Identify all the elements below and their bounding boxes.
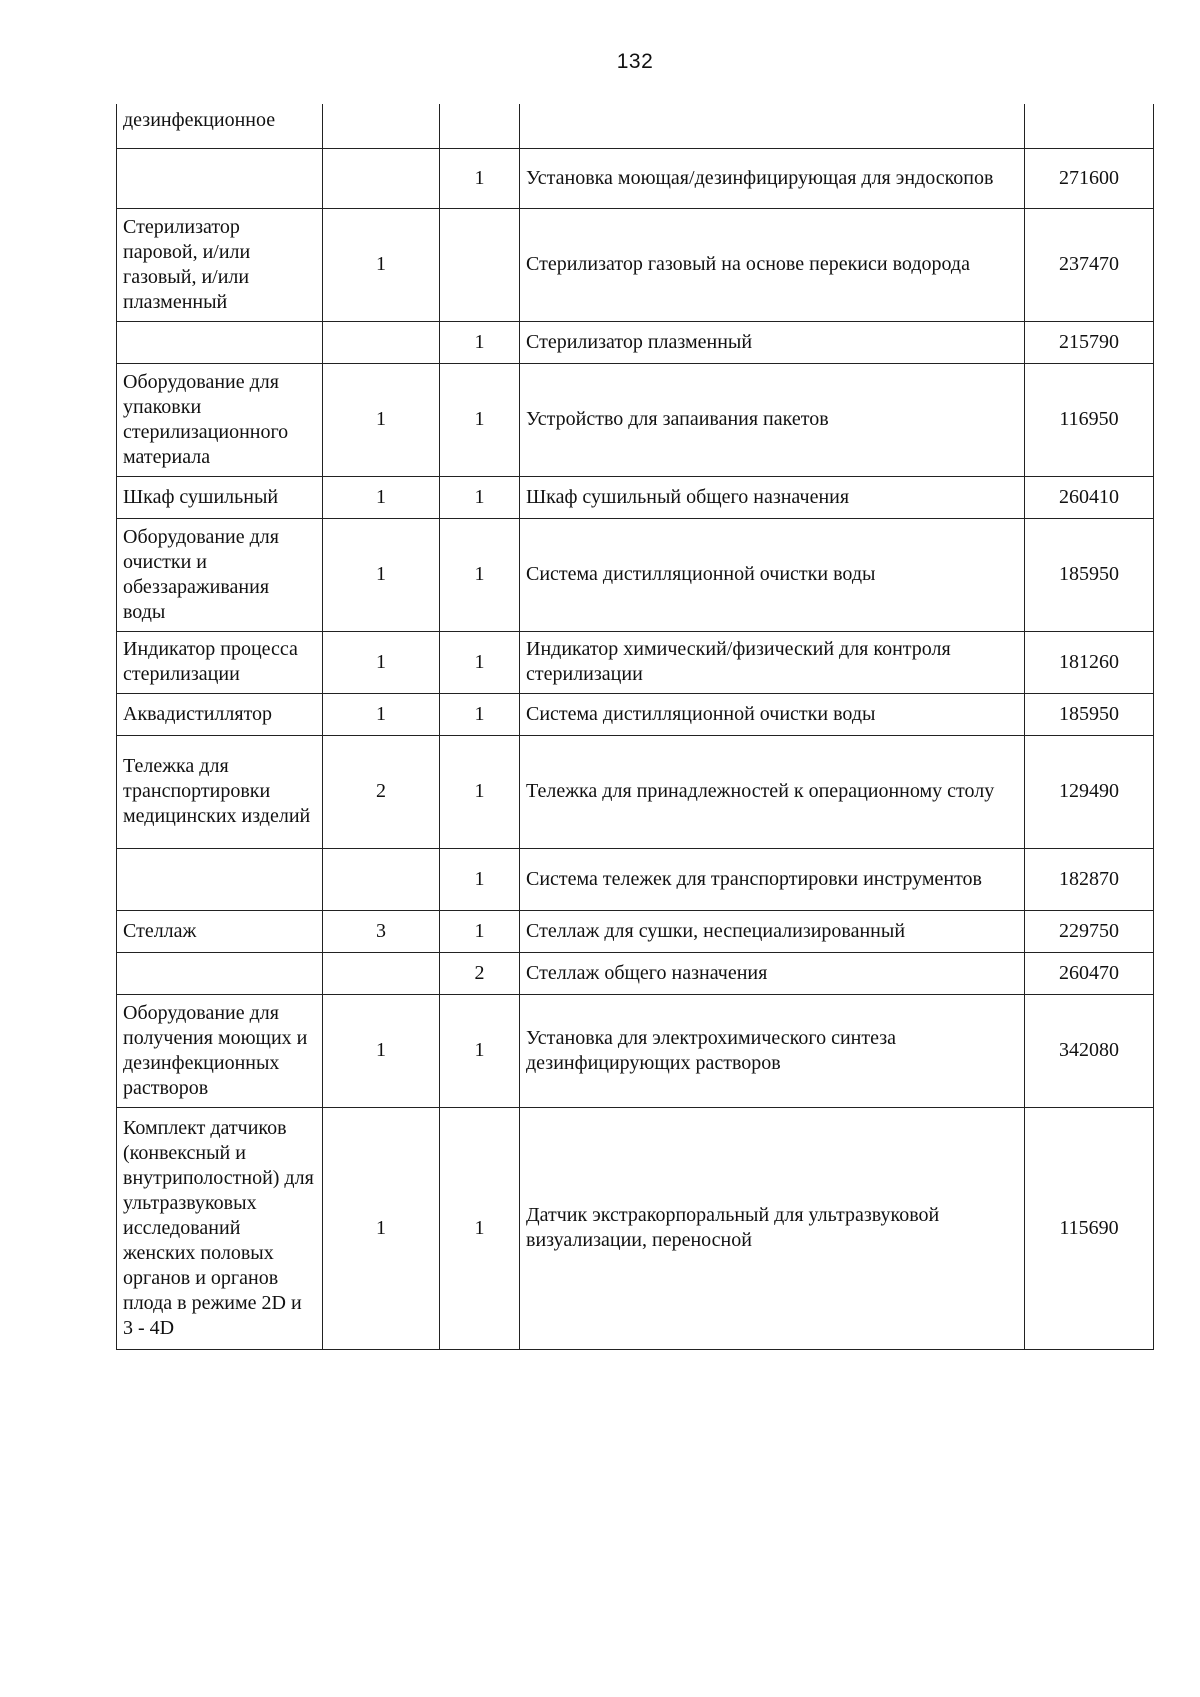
item-quantity-cell: 1: [440, 631, 520, 693]
required-quantity-cell: 1: [323, 994, 440, 1107]
equipment-name-cell: Тележка для транспортировки медицинских изделий: [117, 735, 323, 848]
equipment-name-cell: Стеллаж: [117, 910, 323, 952]
item-price-cell: 182870: [1025, 848, 1154, 910]
required-quantity-cell: [323, 148, 440, 208]
item-quantity-cell: [440, 104, 520, 148]
equipment-name-cell: Аквадистиллятор: [117, 693, 323, 735]
item-description-cell: Система дистилляционной очистки воды: [520, 693, 1025, 735]
item-description-cell: Шкаф сушильный общего назначения: [520, 476, 1025, 518]
item-description-cell: Индикатор химический/физический для контроля стерилизации: [520, 631, 1025, 693]
table-row: [117, 735, 1154, 848]
item-description-cell: Установка моющая/дезинфицирующая для эндоскопов: [520, 148, 1025, 208]
item-price-cell: 342080: [1025, 994, 1154, 1107]
item-quantity-cell: 1: [440, 994, 520, 1107]
item-quantity-cell: 2: [440, 952, 520, 994]
item-description-cell: Стерилизатор газовый на основе перекиси водорода: [520, 208, 1025, 321]
item-price-cell: 181260: [1025, 631, 1154, 693]
table-row: [117, 631, 1154, 693]
table-row: [117, 910, 1154, 952]
table-row: [117, 952, 1154, 994]
equipment-name-cell: Стерилизатор паровой, и/или газовый, и/или плазменный: [117, 208, 323, 321]
equipment-name-cell: Комплект датчиков (конвексный и внутриполостной) для ультразвуковых исследований женских половых органов и органов плода в режиме 2D и 3 - 4D: [117, 1107, 323, 1349]
table-row: [117, 104, 1154, 148]
item-quantity-cell: 1: [440, 476, 520, 518]
item-price-cell: [1025, 104, 1154, 148]
table-row: [117, 518, 1154, 631]
item-price-cell: 229750: [1025, 910, 1154, 952]
required-quantity-cell: 2: [323, 735, 440, 848]
item-quantity-cell: 1: [440, 363, 520, 476]
equipment-name-cell: дезинфекционное: [117, 104, 323, 148]
item-description-cell: Система дистилляционной очистки воды: [520, 518, 1025, 631]
item-quantity-cell: 1: [440, 848, 520, 910]
equipment-name-cell: Оборудование для получения моющих и дезинфекционных растворов: [117, 994, 323, 1107]
required-quantity-cell: 1: [323, 518, 440, 631]
required-quantity-cell: 1: [323, 631, 440, 693]
table-row: [117, 994, 1154, 1107]
equipment-name-cell: [117, 148, 323, 208]
item-quantity-cell: 1: [440, 693, 520, 735]
item-price-cell: 129490: [1025, 735, 1154, 848]
item-price-cell: 185950: [1025, 693, 1154, 735]
item-description-cell: Стеллаж для сушки, неспециализированный: [520, 910, 1025, 952]
item-quantity-cell: 1: [440, 910, 520, 952]
item-price-cell: 260470: [1025, 952, 1154, 994]
item-description-cell: Устройство для запаивания пакетов: [520, 363, 1025, 476]
table-row: [117, 848, 1154, 910]
equipment-name-cell: [117, 848, 323, 910]
equipment-name-cell: [117, 321, 323, 363]
item-price-cell: 115690: [1025, 1107, 1154, 1349]
item-price-cell: 271600: [1025, 148, 1154, 208]
table-row: [117, 208, 1154, 321]
required-quantity-cell: [323, 848, 440, 910]
item-description-cell: Тележка для принадлежностей к операционному столу: [520, 735, 1025, 848]
table-row: [117, 476, 1154, 518]
equipment-name-cell: Шкаф сушильный: [117, 476, 323, 518]
table-row: [117, 693, 1154, 735]
item-price-cell: 185950: [1025, 518, 1154, 631]
item-description-cell: Система тележек для транспортировки инструментов: [520, 848, 1025, 910]
equipment-name-cell: [117, 952, 323, 994]
item-quantity-cell: 1: [440, 1107, 520, 1349]
required-quantity-cell: 1: [323, 693, 440, 735]
item-description-cell: [520, 104, 1025, 148]
required-quantity-cell: [323, 952, 440, 994]
required-quantity-cell: 1: [323, 363, 440, 476]
page-number: 132: [616, 50, 654, 73]
item-description-cell: Установка для электрохимического синтеза дезинфицирующих растворов: [520, 994, 1025, 1107]
table-row: [117, 1107, 1154, 1349]
item-description-cell: Датчик экстракорпоральный для ультразвуковой визуализации, переносной: [520, 1107, 1025, 1349]
item-description-cell: Стеллаж общего назначения: [520, 952, 1025, 994]
table-row: [117, 148, 1154, 208]
item-quantity-cell: 1: [440, 518, 520, 631]
item-quantity-cell: [440, 208, 520, 321]
required-quantity-cell: 3: [323, 910, 440, 952]
required-quantity-cell: 1: [323, 1107, 440, 1349]
required-quantity-cell: [323, 104, 440, 148]
item-price-cell: 116950: [1025, 363, 1154, 476]
table-row: [117, 321, 1154, 363]
item-price-cell: 260410: [1025, 476, 1154, 518]
required-quantity-cell: [323, 321, 440, 363]
equipment-table: [116, 104, 1154, 1350]
item-quantity-cell: 1: [440, 148, 520, 208]
item-quantity-cell: 1: [440, 735, 520, 848]
equipment-name-cell: Оборудование для очистки и обеззараживания воды: [117, 518, 323, 631]
item-price-cell: 215790: [1025, 321, 1154, 363]
item-quantity-cell: 1: [440, 321, 520, 363]
equipment-name-cell: Оборудование для упаковки стерилизационного материала: [117, 363, 323, 476]
required-quantity-cell: 1: [323, 208, 440, 321]
equipment-name-cell: Индикатор процесса стерилизации: [117, 631, 323, 693]
item-description-cell: Стерилизатор плазменный: [520, 321, 1025, 363]
item-price-cell: 237470: [1025, 208, 1154, 321]
table-row: [117, 363, 1154, 476]
required-quantity-cell: 1: [323, 476, 440, 518]
